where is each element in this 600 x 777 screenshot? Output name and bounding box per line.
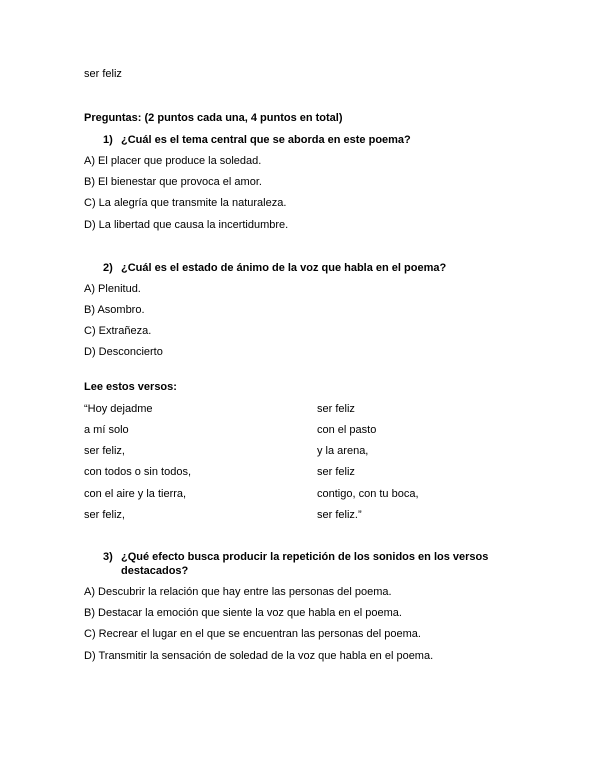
verse-left-1: “Hoy dejadme [84,403,153,415]
verse-left-4: con todos o sin todos, [84,466,192,478]
verse-left-2: a mí solo [84,424,129,436]
question-1-number: 1) [103,134,113,146]
q1-option-c: C) La alegría que transmite la naturaleza. [84,197,287,209]
question-1-text: ¿Cuál es el tema central que se aborda en este poema? [121,134,411,146]
verse-left-3: ser feliz, [84,445,125,457]
verse-right-2: con el pasto [317,424,377,436]
verse-left-6: ser feliz, [84,509,125,521]
questions-header: Preguntas: (2 puntos cada una, 4 puntos en total) [84,112,343,124]
verse-right-4: ser feliz [317,466,355,478]
verses-title: Lee estos versos: [84,381,177,393]
q3-option-b: B) Destacar la emoción que siente la voz que habla en el poema. [84,607,402,619]
verse-left-5: con el aire y la tierra, [84,488,187,500]
q1-option-a: A) El placer que produce la soledad. [84,155,262,167]
question-3-text: ¿Qué efecto busca producir la repetición de los sonidos en los versos destacados? [121,551,489,577]
question-2-number: 2) [103,262,113,274]
q2-option-a: A) Plenitud. [84,283,141,295]
question-3-number: 3) [103,551,113,563]
q2-option-b: B) Asombro. [84,304,145,316]
q3-option-c: C) Recrear el lugar en el que se encuentran las personas del poema. [84,628,421,640]
intro-line: ser feliz [84,68,122,80]
q3-option-a: A) Descubrir la relación que hay entre las personas del poema. [84,586,392,598]
verse-right-1: ser feliz [317,403,355,415]
q1-option-b: B) El bienestar que provoca el amor. [84,176,262,188]
verse-right-6: ser feliz.” [317,509,362,521]
q2-option-c: C) Extrañeza. [84,325,152,337]
verse-right-3: y la arena, [317,445,369,457]
question-2-text: ¿Cuál es el estado de ánimo de la voz que habla en el poema? [121,262,447,274]
q2-option-d: D) Desconcierto [84,346,163,358]
q3-option-d: D) Transmitir la sensación de soledad de la voz que habla en el poema. [84,650,434,662]
verse-right-5: contigo, con tu boca, [317,488,419,500]
q1-option-d: D) La libertad que causa la incertidumbre. [84,219,289,231]
